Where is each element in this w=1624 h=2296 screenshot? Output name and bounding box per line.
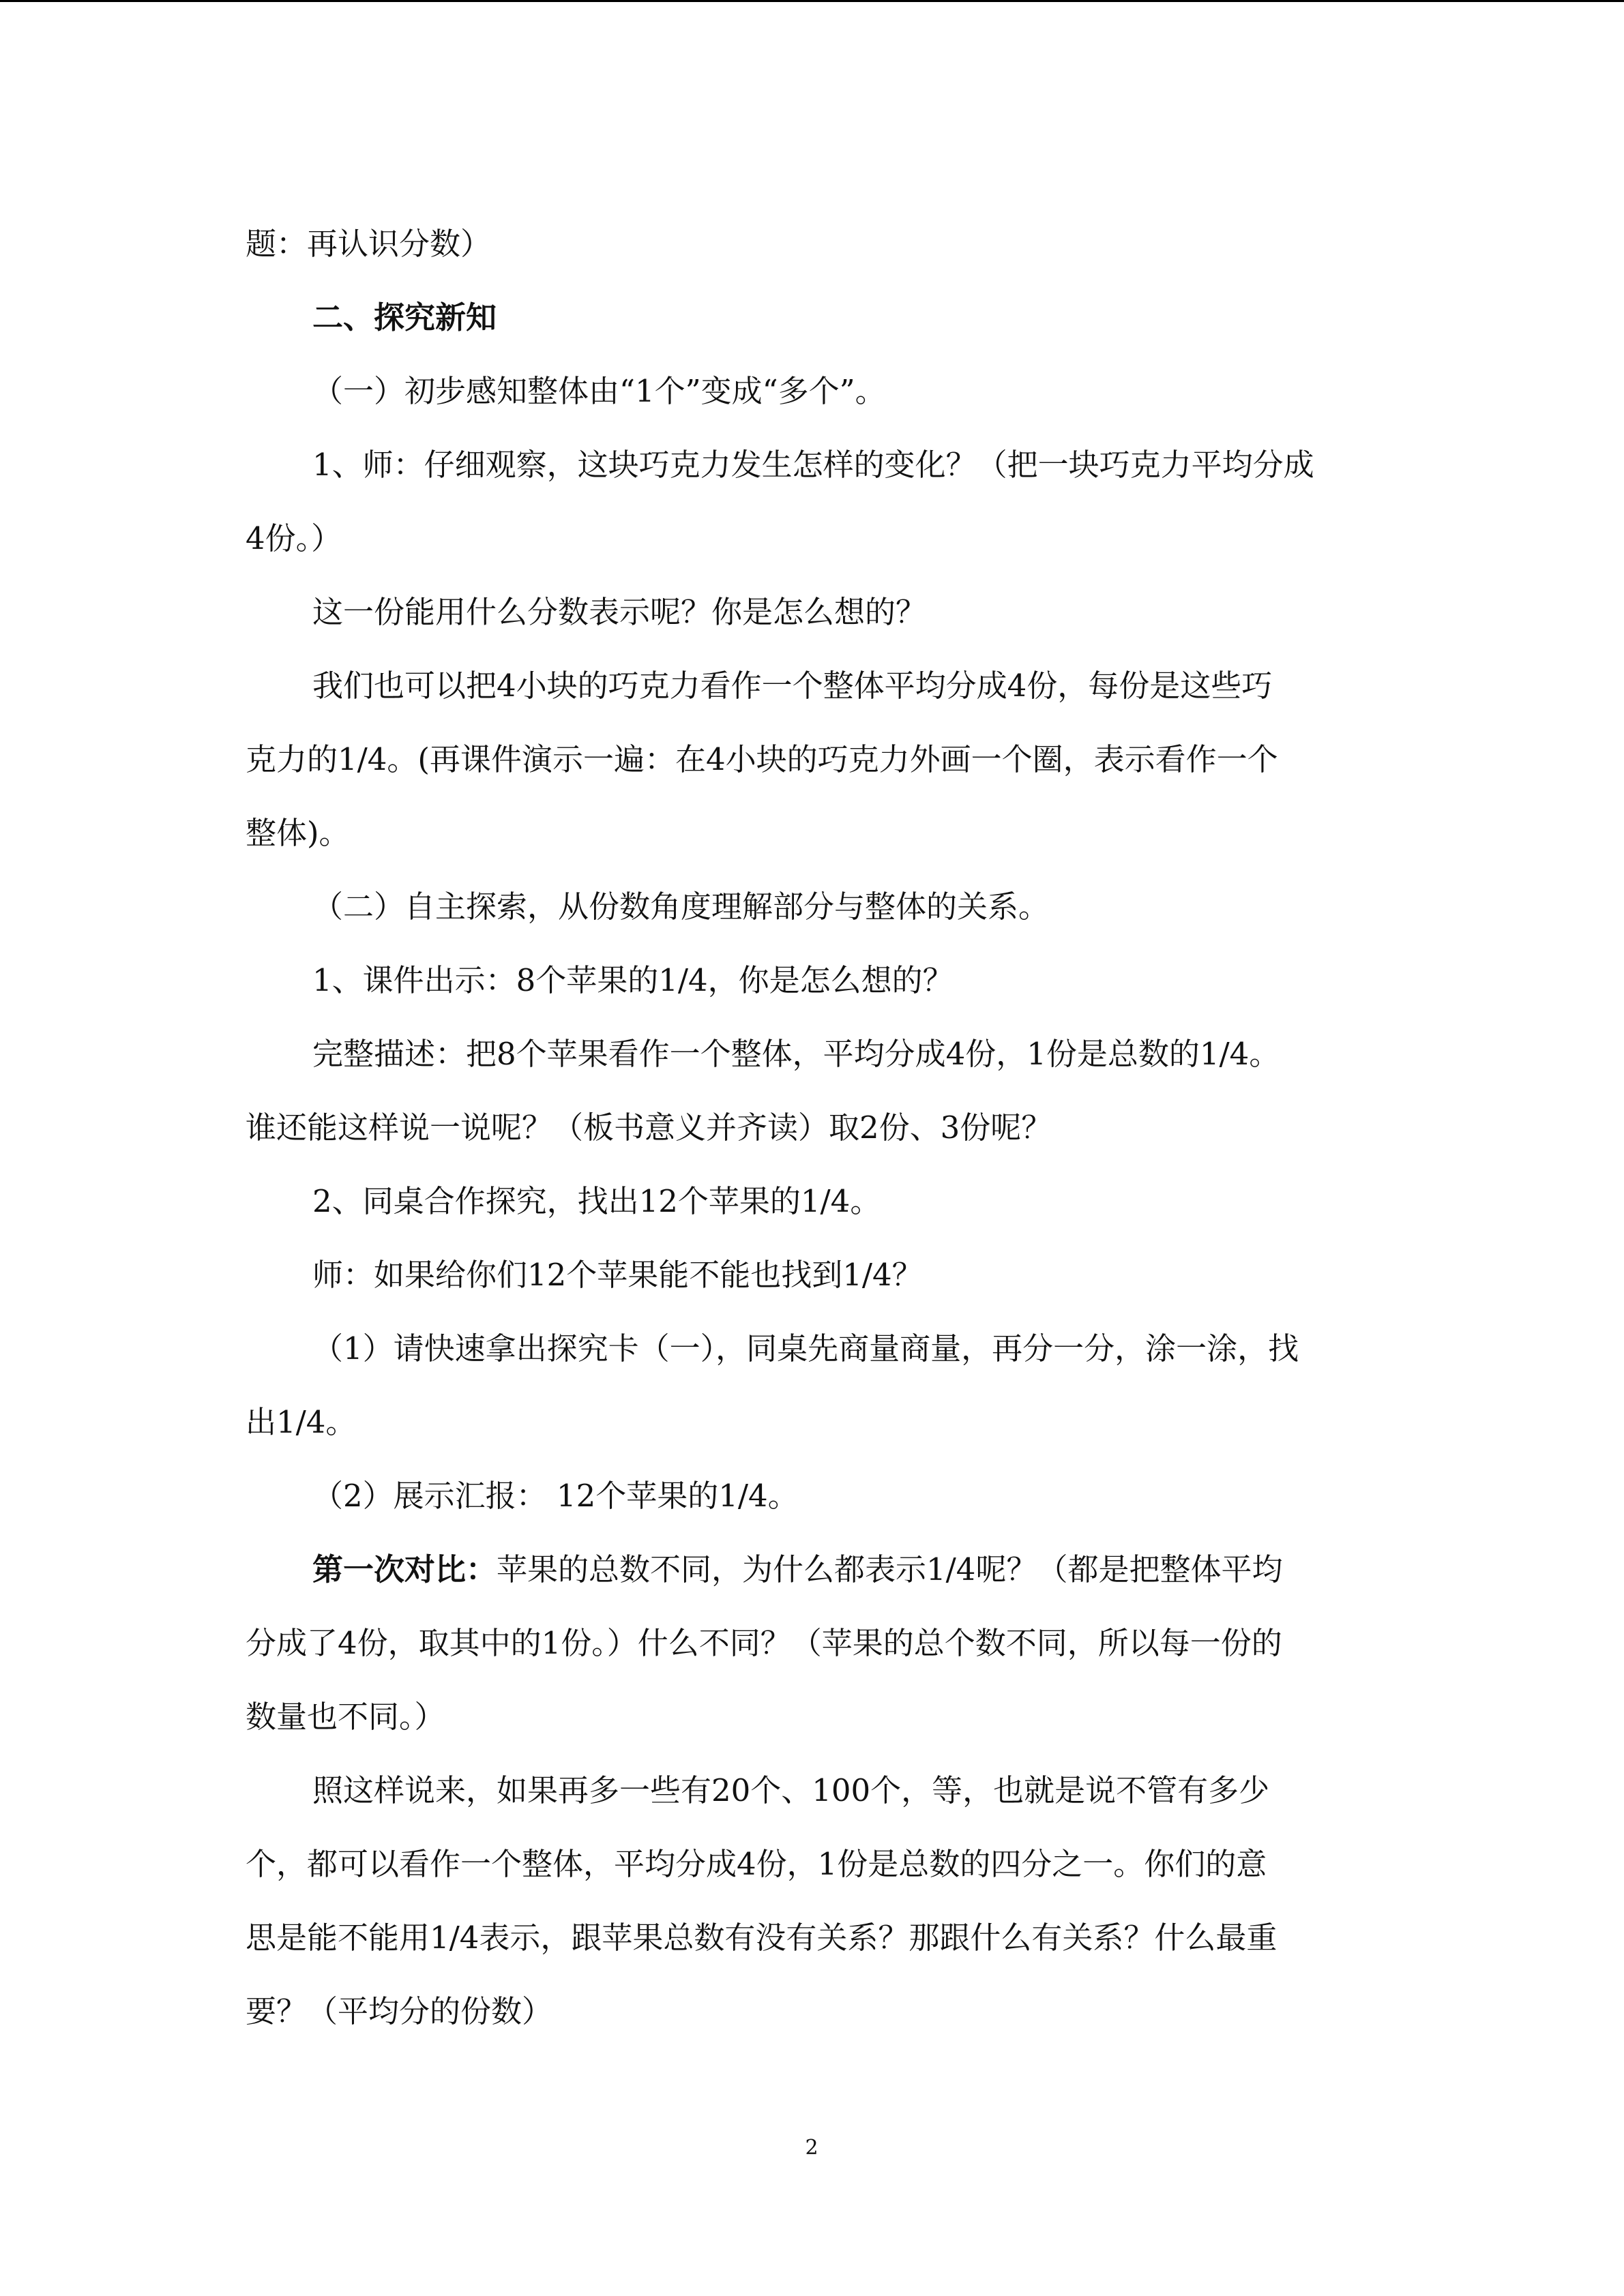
page-number: 2 bbox=[805, 2136, 818, 2160]
text-line: 出1/4。 bbox=[246, 1404, 357, 1440]
text-line: 1、课件出示：8个苹果的1/4，你是怎么想的？ bbox=[312, 962, 954, 998]
text-line: 数量也不同。） bbox=[246, 1699, 445, 1735]
text-line: 题：再认识分数） bbox=[246, 226, 492, 262]
text-line: 1、师：仔细观察，这块巧克力发生怎样的变化？（把一块巧克力平均分成 bbox=[312, 447, 1314, 483]
text-line: 完整描述：把8个苹果看作一个整体，平均分成4份，1份是总数的1/4。 bbox=[312, 1036, 1280, 1072]
text-line: 4份。） bbox=[246, 520, 342, 556]
text-line: 要？（平均分的份数） bbox=[246, 1993, 553, 2029]
text-line: （1）请快速拿出探究卡（一），同桌先商量商量，再分一分，涂一涂，找 bbox=[312, 1330, 1299, 1367]
comparison-text: 苹果的总数不同，为什么都表示1/4呢？（都是把整体平均 bbox=[497, 1551, 1283, 1587]
text-line: 这一份能用什么分数表示呢？你是怎么想的？ bbox=[312, 594, 927, 630]
text-line: 分成了4份，取其中的1份。）什么不同？（苹果的总个数不同，所以每一份的 bbox=[246, 1625, 1282, 1661]
text-line: 照这样说来，如果再多一些有20个、100个，等，也就是说不管有多少 bbox=[312, 1772, 1270, 1808]
text-line: 2、同桌合作探究，找出12个苹果的1/4。 bbox=[312, 1183, 881, 1219]
text-line: 师：如果给你们12个苹果能不能也找到1/4？ bbox=[312, 1257, 923, 1293]
text-line: 谁还能这样说一说呢？（板书意义并齐读）取2份、3份呢？ bbox=[246, 1109, 1052, 1146]
text-line: 整体)。 bbox=[246, 815, 350, 851]
text-line: 思是能不能用1/4表示，跟苹果总数有没有关系？那跟什么有关系？什么最重 bbox=[246, 1920, 1278, 1956]
subsection-heading: （一）初步感知整体由“1个”变成“多个”。 bbox=[312, 373, 886, 409]
text-line: （2）展示汇报： 12个苹果的1/4。 bbox=[312, 1478, 799, 1514]
text-line: 克力的1/4。(再课件演示一遍：在4小块的巧克力外画一个圈，表示看作一个 bbox=[246, 741, 1278, 777]
text-line bbox=[312, 1551, 1282, 1589]
comparison-label: 第一次对比： bbox=[312, 1551, 497, 1587]
subsection-heading: （二）自主探索，从份数角度理解部分与整体的关系。 bbox=[312, 889, 1050, 925]
text-line: 个，都可以看作一个整体，平均分成4份，1份是总数的四分之一。你们的意 bbox=[246, 1846, 1267, 1882]
text-line: 我们也可以把4小块的巧克力看作一个整体平均分成4份，每份是这些巧 bbox=[312, 668, 1273, 704]
section-heading: 二、探究新知 bbox=[312, 299, 497, 336]
